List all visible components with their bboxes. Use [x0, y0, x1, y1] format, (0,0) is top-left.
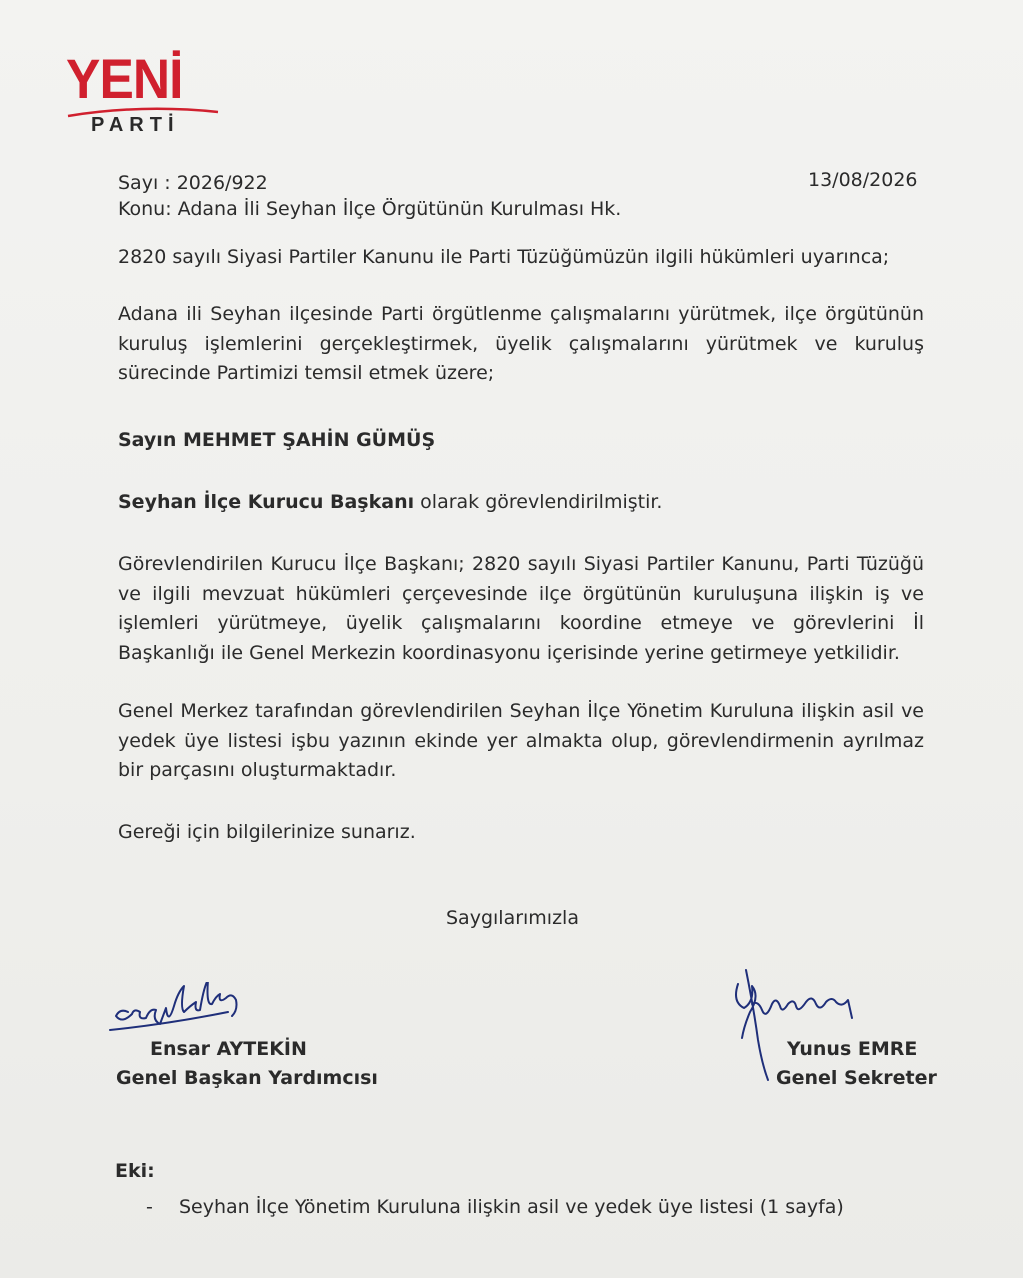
signatory-right-title: Genel Sekreter	[776, 1067, 937, 1089]
party-logo	[66, 44, 221, 139]
document-subject: Konu: Adana İli Seyhan İlçe Örgütünün Kurulması Hk.	[118, 198, 622, 220]
attachments-label: Eki:	[115, 1160, 155, 1182]
appointment-role: Seyhan İlçe Kurucu Başkanı	[118, 491, 415, 513]
signatory-right-name: Yunus EMRE	[787, 1038, 918, 1060]
paragraph-duties: Görevlendirilen Kurucu İlçe Başkanı; 2820 sayılı Siyasi Partiler Kanunu, Parti Tüzüğü ve ilgili mevzuat hükümleri çerçevesinde ilçe örgütünün kuruluşuna ilişkin iş ve işlemleri yürütmeye, üyelik çalışmalarını koordine etmeye ve görevlerini İl Başkanlığı ile Genel Merkezin koordinasyonu içerisinde yerine getirmeye yetkilidir.	[118, 553, 924, 664]
attachment-bullet: -	[146, 1196, 153, 1218]
paragraph-purpose: Adana ili Seyhan ilçesinde Parti örgütlenme çalışmalarını yürütmek, ilçe örgütünün kuruluş işlemlerini gerçekleştirmek, üyelik çalışmalarını yürütmek ve kuruluş sürecinde Partimizi temsil etmek üzere;	[118, 303, 924, 384]
logo-wordmark: YENİ	[66, 47, 183, 110]
paragraph-attachment-note: Genel Merkez tarafından görevlendirilen Seyhan İlçe Yönetim Kuruluna ilişkin asil ve yedek üye listesi işbu yazının ekinde yer almakta olup, görevlendirmenin ayrılmaz bir parçasını oluşturmaktadır.	[118, 700, 924, 781]
document-number: Sayı : 2026/922	[118, 172, 268, 194]
appointment-text: olarak görevlendirilmiştir.	[414, 491, 663, 513]
paragraph-intro: 2820 sayılı Siyasi Partiler Kanunu ile Parti Tüzüğümüzün ilgili hükümleri uyarınca;	[118, 246, 890, 268]
closing-salutation: Saygılarımızla	[446, 907, 579, 929]
paragraph-closing-request: Gereği için bilgilerinize sunarız.	[118, 821, 416, 843]
paragraph-appointment	[118, 488, 924, 518]
appointee-name: Sayın MEHMET ŞAHİN GÜMÜŞ	[118, 429, 436, 451]
attachment-item: Seyhan İlçe Yönetim Kuruluna ilişkin asil ve yedek üye listesi (1 sayfa)	[179, 1196, 844, 1218]
document-date: 13/08/2026	[808, 169, 918, 191]
logo-subtitle: PARTİ	[91, 114, 180, 136]
signatory-left-name: Ensar AYTEKİN	[150, 1038, 307, 1060]
signatory-left-title: Genel Başkan Yardımcısı	[116, 1067, 378, 1089]
signature-left	[108, 982, 303, 1038]
